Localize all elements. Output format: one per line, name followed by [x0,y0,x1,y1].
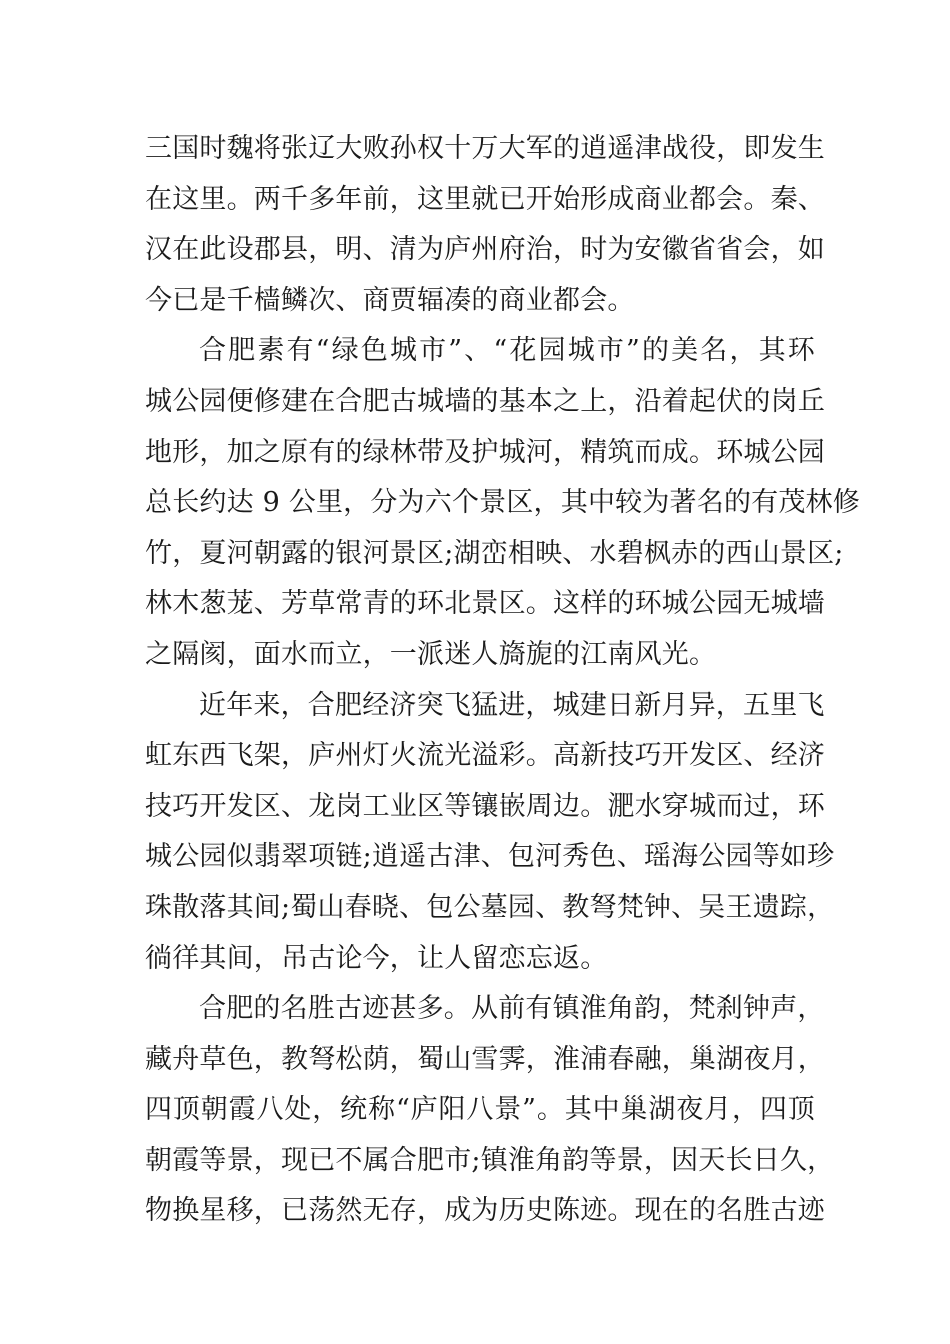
text-line: 汉在此设郡县，明、清为庐州府治，时为安徽省省会，如 [145,234,825,266]
text-line: 四顶朝霞八处，统称“庐阳八景”。其中巢湖夜月，四顶 [145,1094,815,1126]
text-line: 朝霞等景，现已不属合肥市;镇淮角韵等景，因天长日久， [145,1144,835,1176]
article-body [145,124,860,1237]
text-line: 今已是千樯鳞次、商贾辐凑的商业都会。 [145,284,635,316]
text-line: 近年来，合肥经济突飞猛进，城建日新月异，五里飞 [199,689,825,721]
paragraph-2 [145,326,860,680]
text-line: 三国时魏将张辽大败孙权十万大军的逍遥津战役，即发生 [145,133,825,164]
text-line: 徜徉其间，吊古论今，让人留恋忘返。 [145,942,608,974]
text-line: 合肥的名胜古迹甚多。从前有镇淮角韵，梵刹钟声， [199,993,825,1025]
text-line: 珠散落其间;蜀山春晓、包公墓园、教弩梵钟、吴王遗踪， [145,891,835,923]
text-line: 在这里。两千多年前，这里就已开始形成商业都会。秦、 [145,183,825,215]
paragraph-4 [145,984,835,1237]
text-line: 技巧开发区、龙岗工业区等镶嵌周边。淝水穿城而过，环 [145,790,825,822]
text-line: 物换星移，已荡然无存，成为历史陈迹。现在的名胜古迹 [145,1195,825,1227]
paragraph-1 [145,124,825,326]
text-line: 城公园似翡翠项链;逍遥古津、包河秀色、瑶海公园等如珍 [145,841,835,873]
text-line: 之隔阂，面水而立，一派迷人旖旎的江南风光。 [145,638,717,670]
text-line: 总长约达 9 公里，分为六个景区，其中较为著名的有茂林修 [145,487,860,519]
text-line: 林木葱茏、芳草常青的环北景区。这样的环城公园无城墙 [145,588,825,620]
text-line: 虹东西飞架，庐州灯火流光溢彩。高新技巧开发区、经济 [145,740,825,772]
text-line: 合肥素有“绿色城市”、“花园城市”的美名，其环 [199,335,815,367]
text-line: 地形，加之原有的绿林带及护城河，精筑而成。环城公园 [145,436,825,468]
text-line: 城公园便修建在合肥古城墙的基本之上，沿着起伏的岗丘 [145,385,825,417]
paragraph-3 [145,681,835,985]
text-line: 藏舟草色，教弩松荫，蜀山雪霁，淮浦春融，巢湖夜月， [145,1043,825,1075]
text-line: 竹，夏河朝露的银河景区;湖峦相映、水碧枫赤的西山景区; [145,537,844,569]
